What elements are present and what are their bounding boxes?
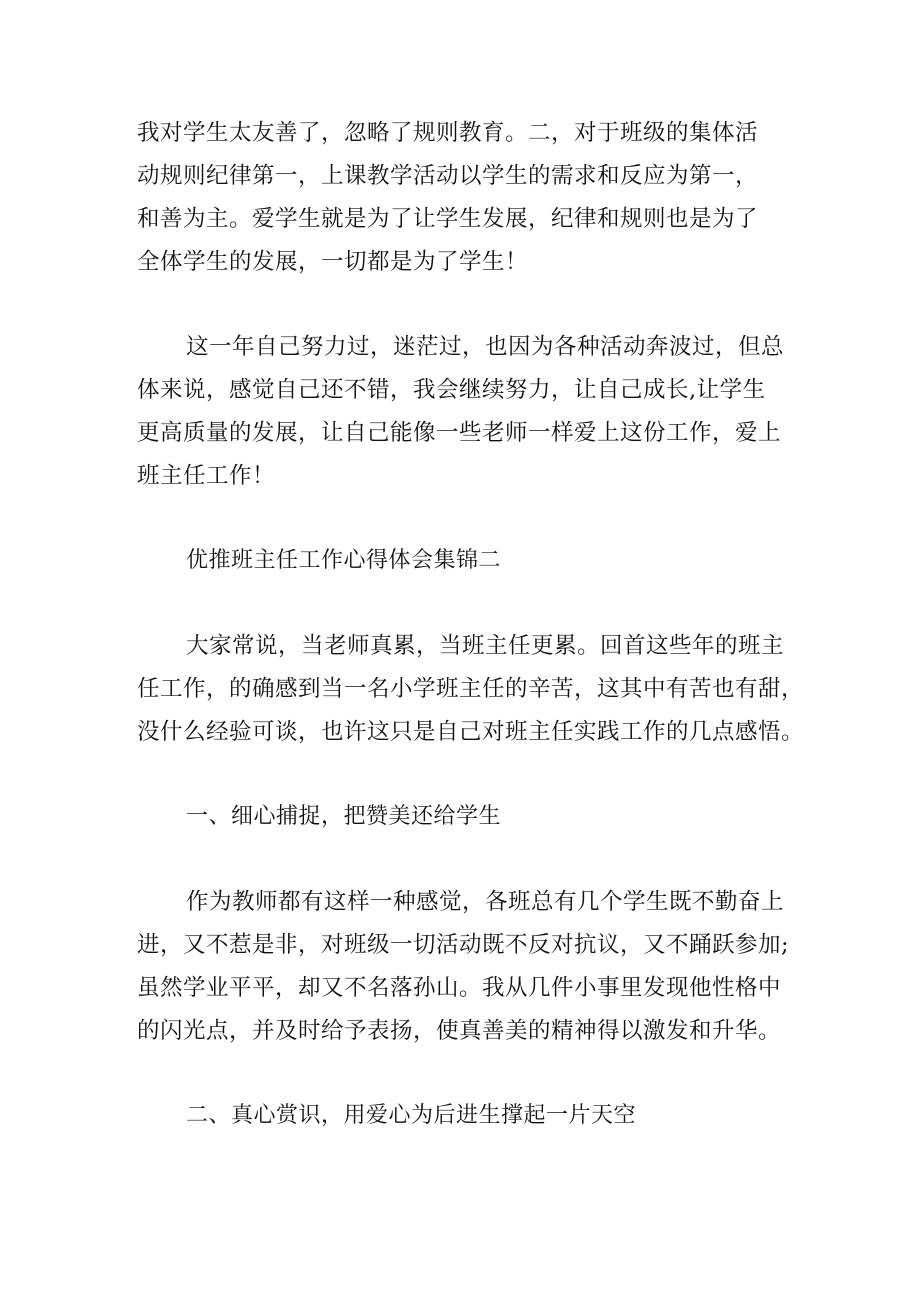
paragraph-3-line-2: 任工作，的确感到当一名小学班主任的辛苦，这其中有苦也有甜， — [137, 676, 805, 702]
paragraph-2-line-2: 体来说，感觉自己还不错，我会继续努力，让自己成长,让学生 — [137, 377, 766, 403]
paragraph-2-line-3: 更高质量的发展，让自己能像一些老师一样爱上这份工作，爱上 — [137, 420, 782, 446]
paragraph-1-line-4: 全体学生的发展，一切都是为了学生！ — [137, 249, 529, 275]
section-title: 优推班主任工作心得体会集锦二 — [186, 548, 502, 573]
paragraph-4-line-1: 作为教师都有这样一种感觉，各班总有几个学生既不勤奋上 — [186, 889, 785, 915]
paragraph-2-line-1: 这一年自己努力过，迷茫过，也因为各种活动奔波过，但总 — [186, 334, 785, 360]
paragraph-3-line-1: 大家常说，当老师真累，当班主任更累。回首这些年的班主 — [186, 633, 785, 659]
heading-1: 一、细心捕捉，把赞美还给学生 — [186, 804, 502, 829]
paragraph-1-line-1: 我对学生太友善了，忽略了规则教育。二，对于班级的集体活 — [137, 120, 759, 146]
paragraph-3-line-3: 没什么经验可谈，也许这只是自己对班主任实践工作的几点感悟。 — [137, 719, 805, 745]
paragraph-4-line-4: 的闪光点，并及时给予表扬，使真善美的精神得以激发和升华。 — [137, 1018, 782, 1044]
paragraph-4-line-2: 进，又不惹是非，对班级一切活动既不反对抗议，又不踊跃参加; — [137, 932, 790, 958]
paragraph-2-line-4: 班主任工作！ — [137, 463, 276, 489]
paragraph-1-line-3: 和善为主。爱学生就是为了让学生发展，纪律和规则也是为了 — [137, 206, 759, 232]
paragraph-4-line-3: 虽然学业平平，却又不名落孙山。我从几件小事里发现他性格中 — [137, 975, 782, 1001]
paragraph-1-line-2: 动规则纪律第一，上课教学活动以学生的需求和反应为第一， — [137, 163, 759, 189]
heading-2: 二、真心赏识，用爱心为后进生撑起一片天空 — [186, 1103, 637, 1128]
